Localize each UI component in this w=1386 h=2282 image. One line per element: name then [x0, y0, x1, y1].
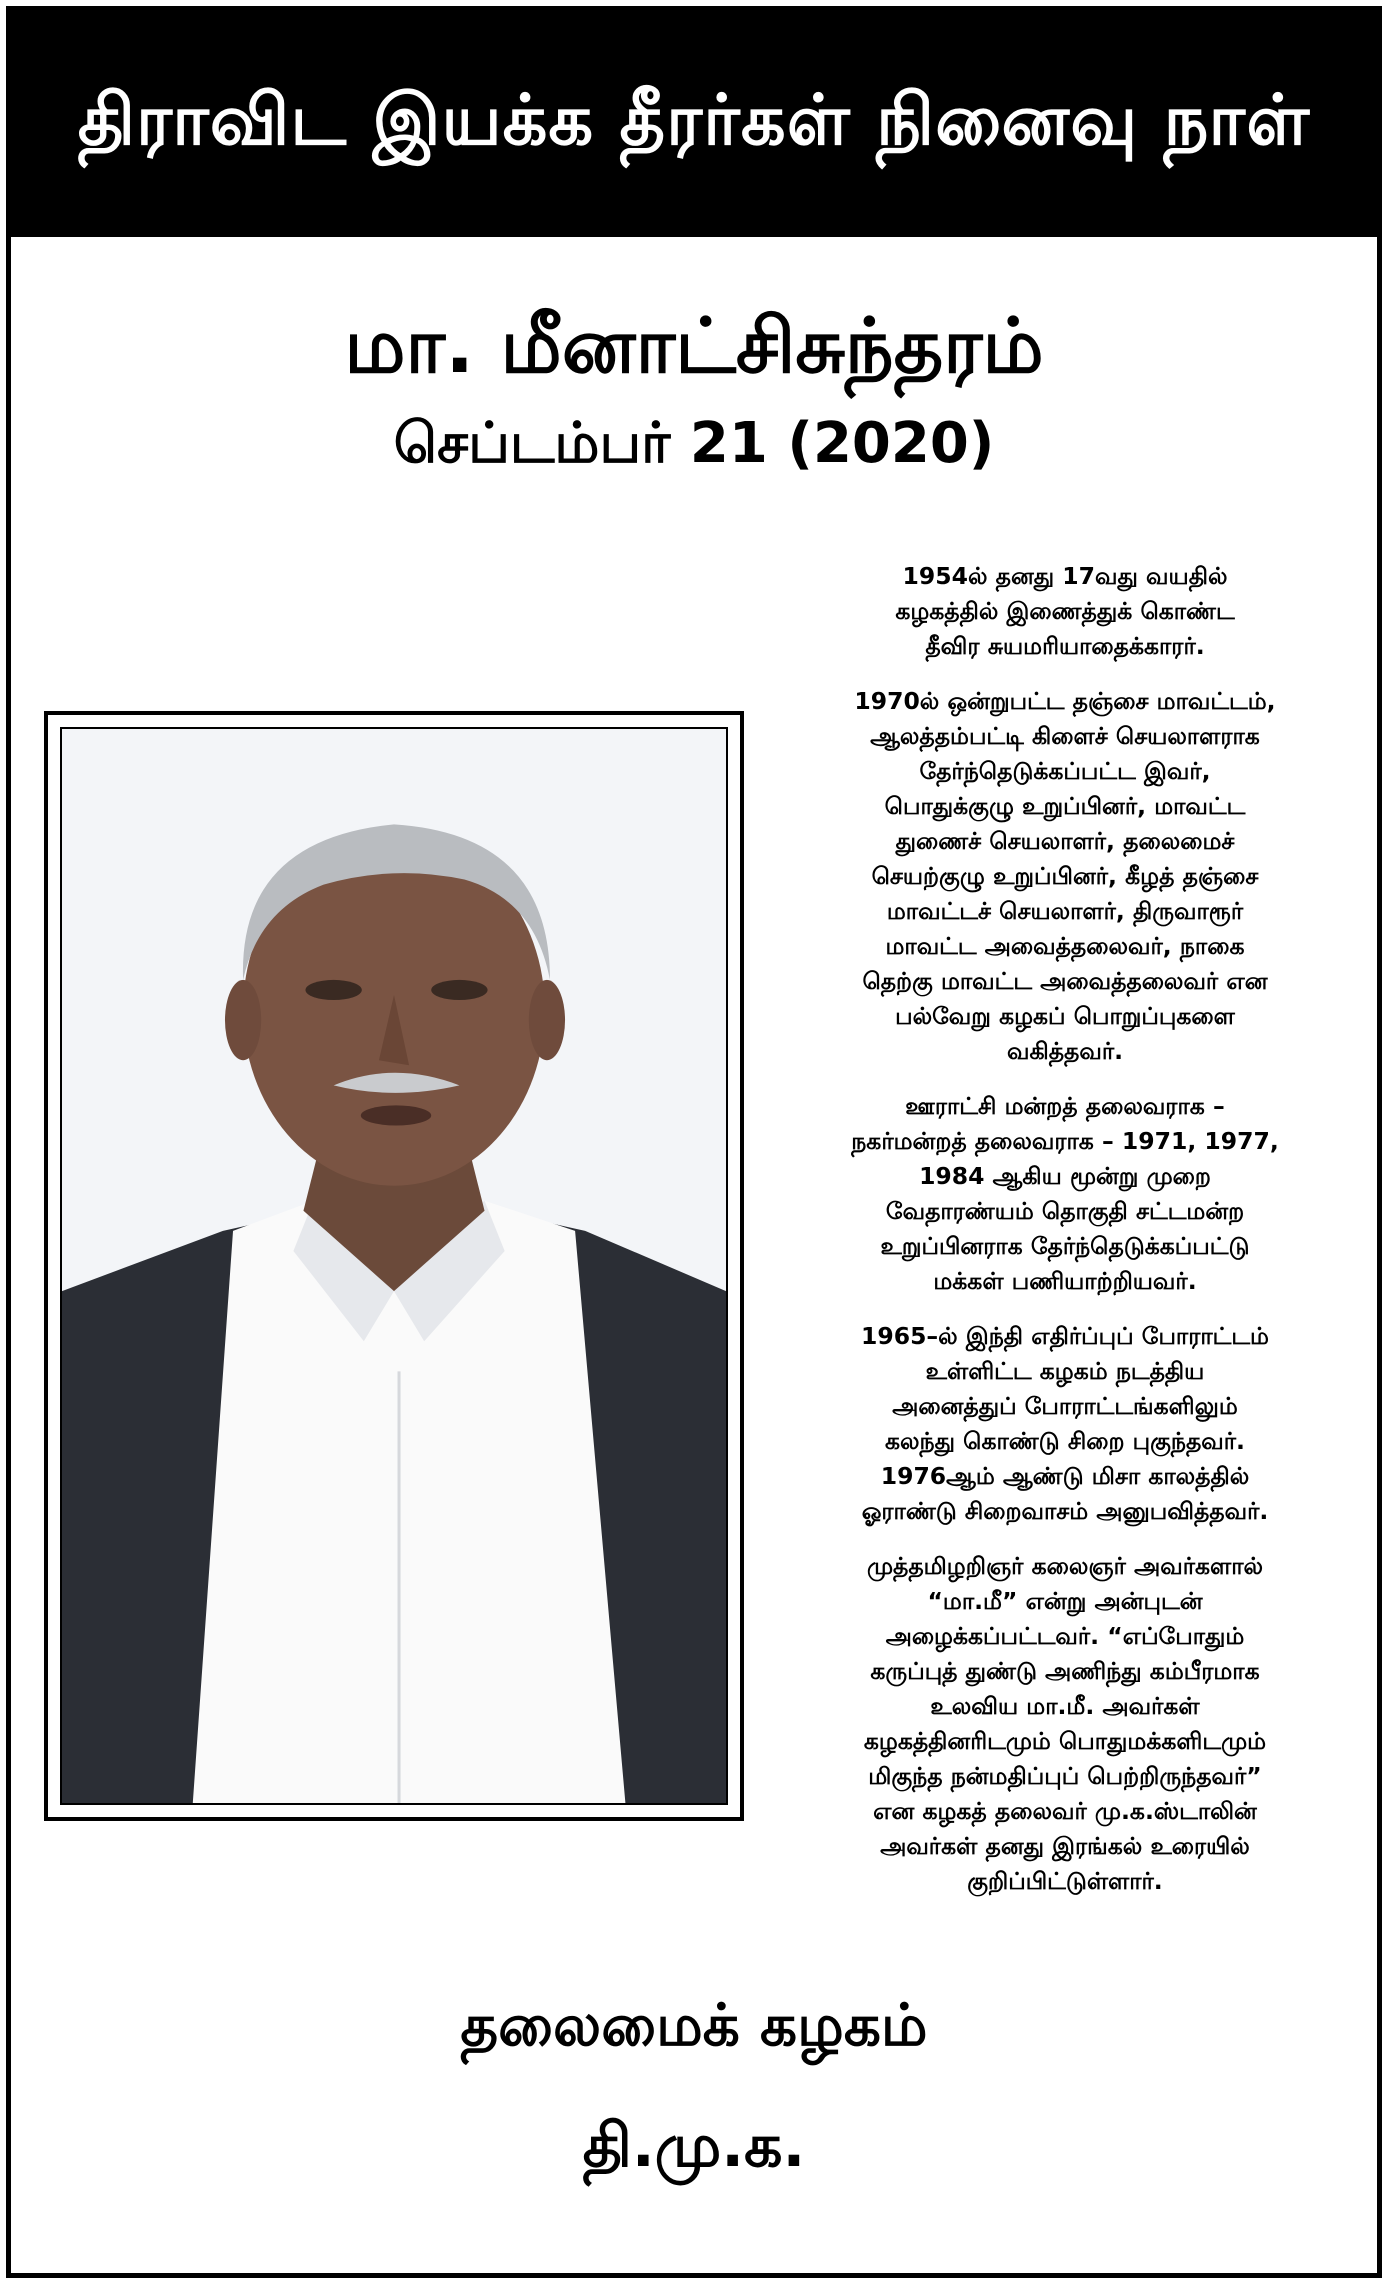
footer-organization: தலைமைக் கழகம்	[460, 1991, 928, 2059]
bio-paragraph-4: 1965–ல் இந்தி எதிர்ப்புப் போராட்டம் உள்ளிட்ட கழகம் நடத்திய அனைத்துப் போராட்டங்களிலும் கலந்து கொண்டு சிறை புகுந்தவர். 1976ஆம் ஆண்டு மிசா காலத்தில் ஓராண்டு சிறைவாசம் அனுபவித்தவர்.	[861, 1322, 1269, 1525]
footer-party-name: தி.மு.க.	[582, 2111, 806, 2181]
notice-frame	[6, 6, 1382, 2278]
portrait-frame	[44, 711, 744, 1821]
bio-paragraph-3: ஊராட்சி மன்றத் தலைவராக – நகர்மன்றத் தலைவராக – 1971, 1977, 1984 ஆகிய மூன்று முறை வேதாரண்யம் தொகுதி சட்டமன்ற உறுப்பினராக தேர்ந்தெடுக்கப்பட்டு மக்கள் பணியாற்றியவர்.	[851, 1092, 1279, 1295]
bio-paragraph-2: 1970ல் ஒன்றுபட்ட தஞ்சை மாவட்டம், ஆலத்தம்பட்டி கிளைச் செயலாளராக தேர்ந்தெடுக்கப்பட்ட இவர், பொதுக்குழு உறுப்பினர், மாவட்ட துணைச் செயலாளர், தலைமைச் செயற்குழு உறுப்பினர், கீழத் தஞ்சை மாவட்டச் செயலாளர், திருவாரூர் மாவட்ட அவைத்தலைவர், நாகை தெற்கு மாவட்ட அவைத்தலைவர் என பல்வேறு கழகப் பொறுப்புகளை வகித்தவர்.	[854, 687, 1276, 1065]
biography	[759, 559, 1371, 1919]
memorial-date: செப்டம்பர் 21 (2020)	[393, 411, 995, 476]
banner-title: திராவிட இயக்க தீரர்கள் நினைவு நாள்	[11, 11, 1377, 237]
portrait-illustration	[62, 729, 726, 1803]
bio-paragraph-5: முத்தமிழறிஞர் கலைஞர் அவர்களால் “மா.மீ” என்று அன்புடன் அழைக்கப்பட்டவர். “எப்போதும் கருப்புத் துண்டு அணிந்து கம்பீரமாக உலவிய மா.மீ. அவர்கள் கழகத்தினரிடமும் பொதுமக்களிடமும் மிகுந்த நன்மதிப்புப் பெற்றிருந்தவர்” என கழகத் தலைவர் மு.க.ஸ்டாலின் அவர்கள் தனது இரங்கல் உரையில் குறிப்பிட்டுள்ளார்.	[863, 1552, 1267, 1895]
bio-paragraph-1: 1954ல் தனது 17வது வயதில் கழகத்தில் இணைத்துக் கொண்ட தீவிர சுயமரியாதைக்காரர்.	[895, 562, 1235, 660]
person-name: மா. மீனாட்சிசுந்தரம்	[344, 301, 1044, 390]
portrait-photo	[60, 727, 728, 1805]
